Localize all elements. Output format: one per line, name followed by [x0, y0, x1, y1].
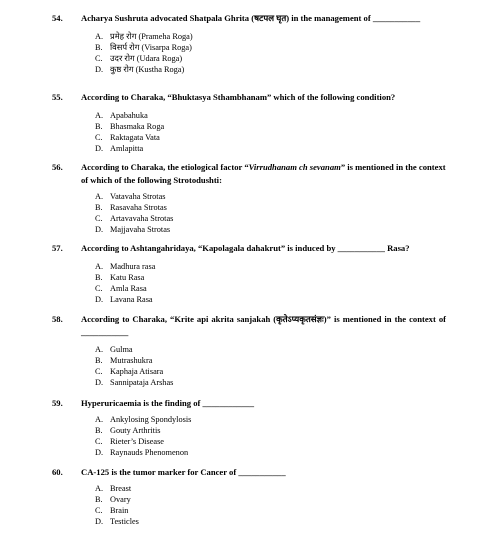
option-a: A. प्रमेह रोग (Prameha Roga) — [95, 32, 193, 41]
option-b: B. Mutrashukra — [95, 356, 153, 365]
option-c: C. Amla Rasa — [95, 284, 147, 293]
question-number: 60. — [52, 467, 63, 477]
option-b: B. Gouty Arthritis — [95, 426, 161, 435]
option-d: D. Sannipataja Arshas — [95, 378, 174, 387]
option-c: C. Brain — [95, 506, 129, 515]
question-text: CA-125 is the tumor marker for Cancer of ___________ — [81, 467, 286, 477]
options-list — [95, 261, 155, 305]
options-list — [95, 110, 164, 154]
options-list — [95, 31, 193, 75]
options-list — [95, 191, 173, 235]
options-list — [95, 414, 191, 458]
question-number: 57. — [52, 243, 63, 253]
option-a: A. Breast — [95, 484, 132, 493]
option-c: C. Kaphaja Atisara — [95, 367, 164, 376]
question-number: 59. — [52, 398, 63, 408]
option-a: A. Gulma — [95, 345, 133, 354]
question-text: According to Charaka, “Bhuktasya Sthambhanam” which of the following condition? — [81, 92, 396, 102]
question-number: 58. — [52, 314, 63, 324]
options-list — [95, 483, 139, 527]
option-a: A. Ankylosing Spondylosis — [95, 415, 192, 424]
question-text: Hyperuricaemia is the finding of ____________ — [81, 398, 255, 408]
question-number: 54. — [52, 13, 63, 23]
options-list — [95, 344, 173, 388]
option-c: C. उदर रोग (Udara Roga) — [95, 54, 183, 63]
question-number: 55. — [52, 92, 63, 102]
option-d: D. Amlapitta — [95, 144, 144, 153]
option-b: B. Katu Rasa — [95, 273, 145, 282]
question-number: 56. — [52, 162, 63, 172]
option-c: C. Artavavaha Strotas — [95, 214, 174, 223]
option-d: D. Raynauds Phenomenon — [95, 448, 189, 457]
option-c: C. Rieter’s Disease — [95, 437, 164, 446]
option-b: B. Bhasmaka Roga — [95, 122, 165, 131]
option-d: D. Lavana Rasa — [95, 295, 153, 304]
question-text: According to Charaka, “Krite api akrita sanjakah (कृतेऽप्यकृतसंज्ञः)” is mentioned in the context of ___________ — [81, 314, 446, 337]
option-d: D. Testicles — [95, 517, 139, 526]
option-d: D. Majjavaha Strotas — [95, 225, 171, 234]
option-c: C. Raktagata Vata — [95, 133, 160, 142]
question-text: According to Ashtangahridaya, “Kapolagala dahakrut” is induced by ___________ Rasa? — [81, 243, 410, 253]
option-b: B. विसर्प रोग (Visarpa Roga) — [95, 43, 192, 52]
option-b: B. Ovary — [95, 495, 131, 504]
question-text: Acharya Sushruta advocated Shatpala Ghrita (षटपल घृत) in the management of ___________ — [81, 13, 421, 23]
option-d: D. कुष्ठ रोग (Kustha Roga) — [95, 65, 185, 74]
option-a: A. Madhura rasa — [95, 262, 156, 271]
option-a: A. Apabahuka — [95, 111, 148, 120]
question-text: According to Charaka, the etiological factor “Virrudhanam ch sevanam” is mentioned in the context of which of the following Strotodushti: — [81, 162, 446, 185]
option-b: B. Rasavaha Strotas — [95, 203, 167, 212]
option-a: A. Vatavaha Strotas — [95, 192, 166, 201]
